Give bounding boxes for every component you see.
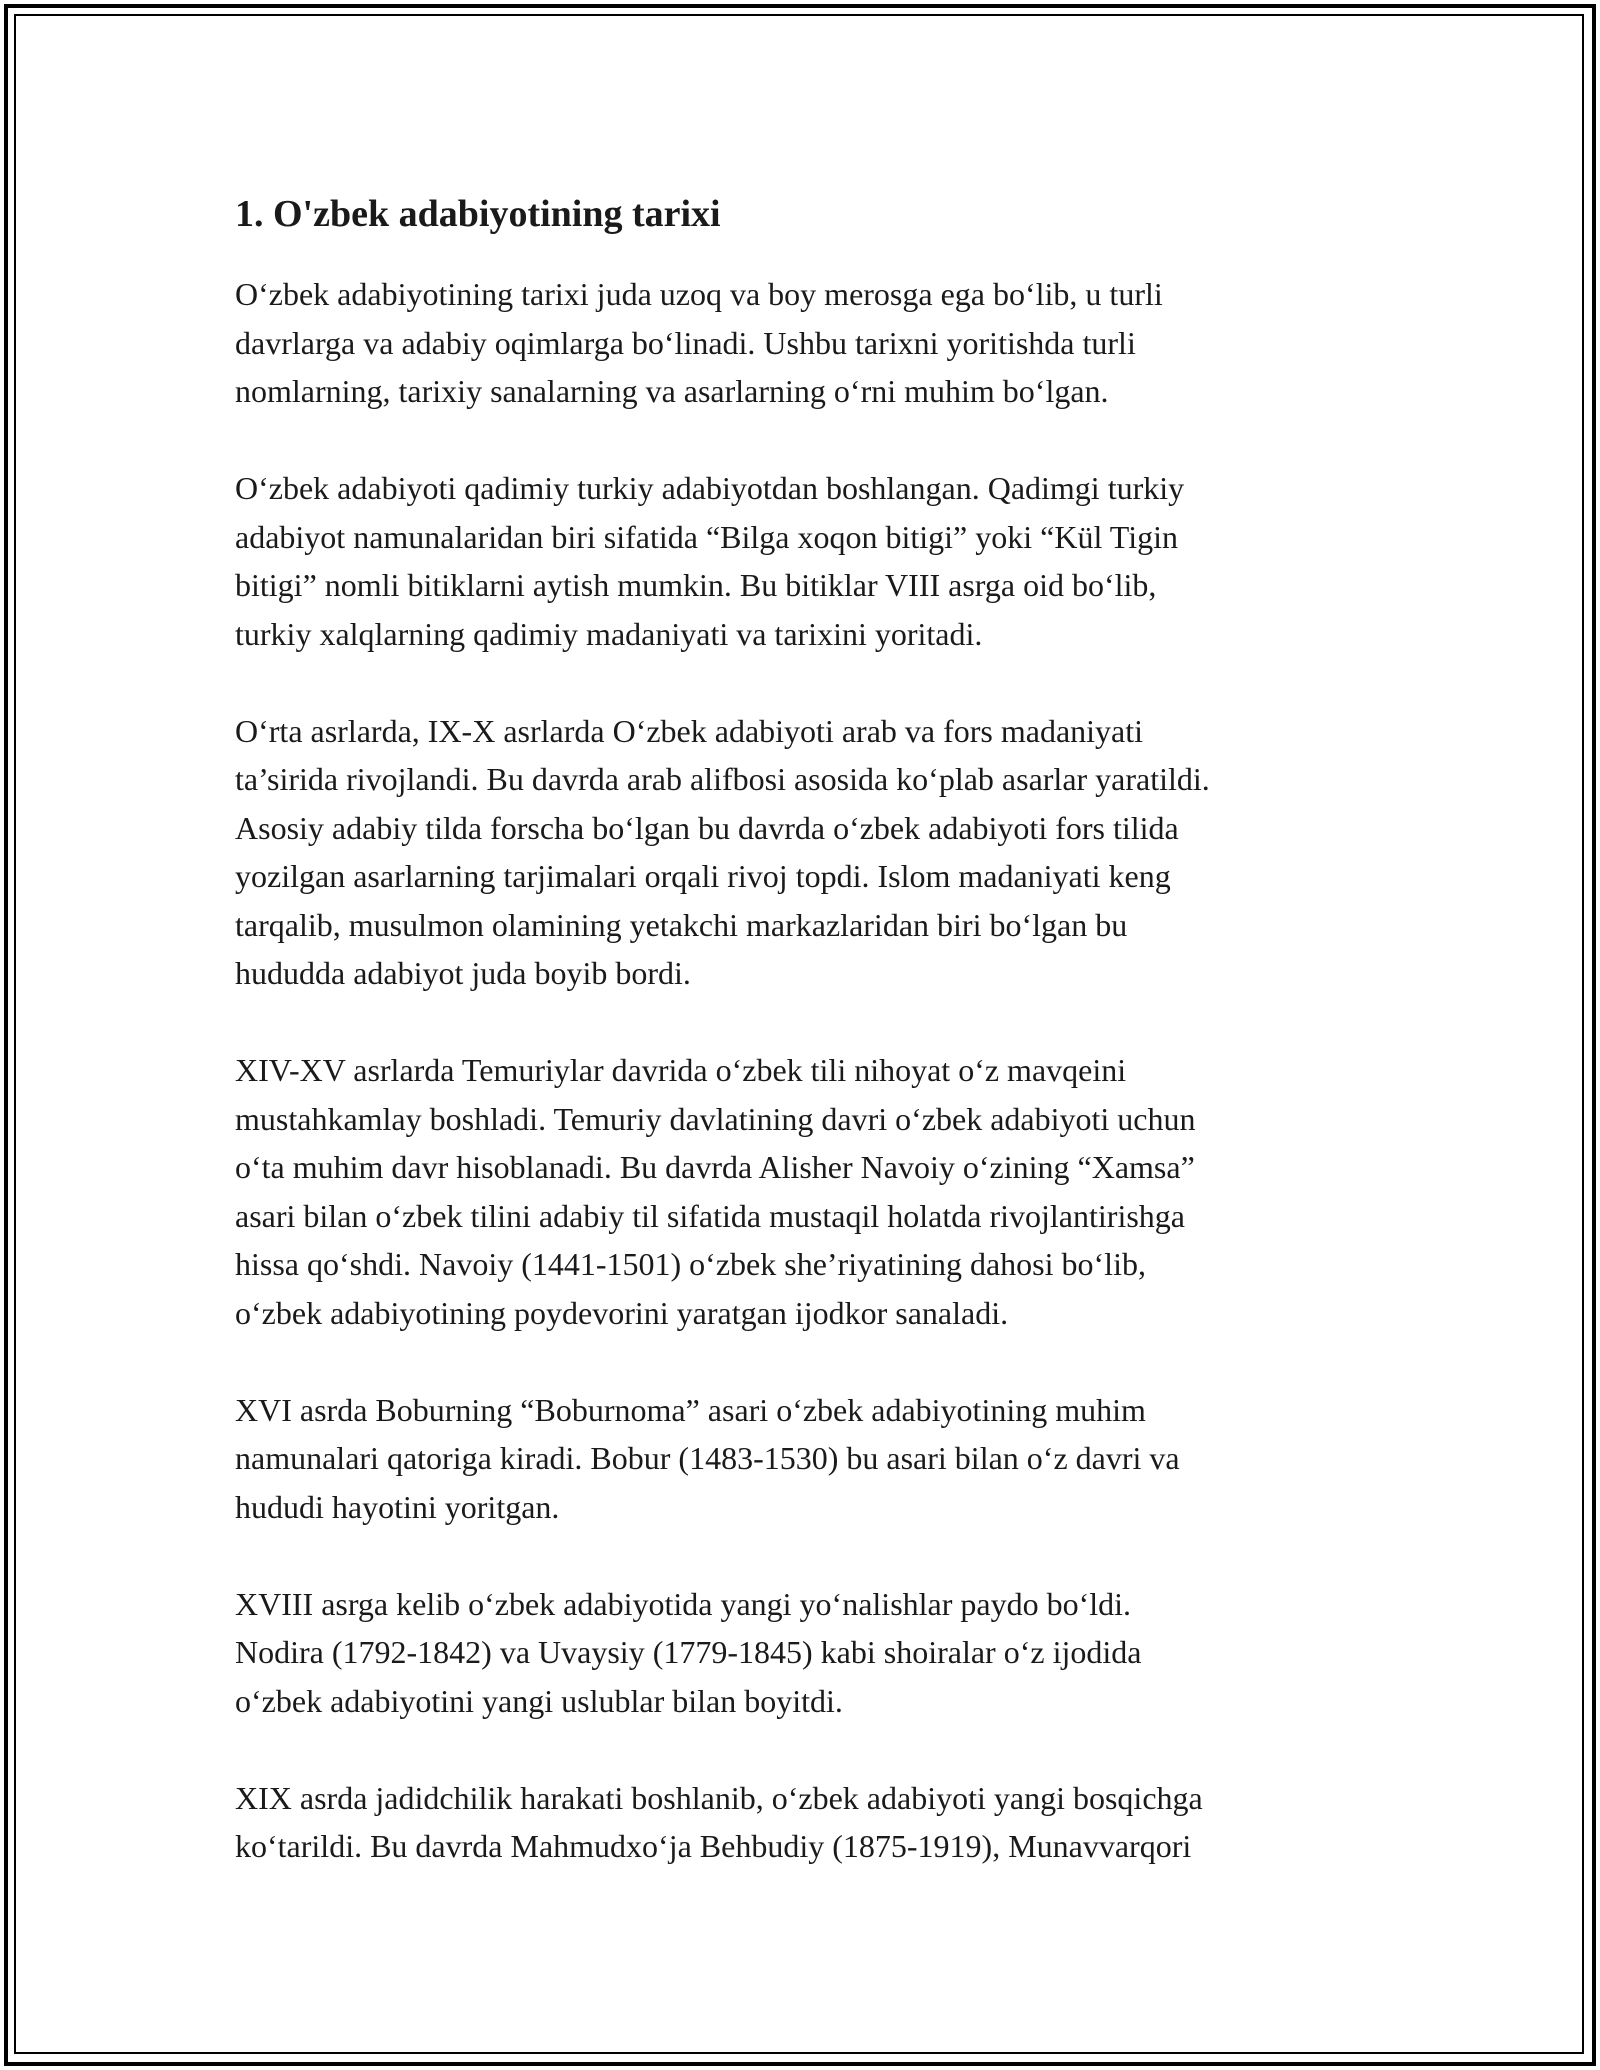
- document-body: [235, 186, 1375, 1919]
- paragraph: [235, 464, 1375, 658]
- paragraph: [235, 1046, 1375, 1337]
- paragraph-line: XVI asrda Boburning “Boburnoma” asari o‘zbek adabiyotining muhim: [235, 1391, 1146, 1428]
- paragraph-line: XIX asrda jadidchilik harakati boshlanib, o‘zbek adabiyoti yangi bosqichga: [235, 1779, 1203, 1816]
- paragraph-line: tarqalib, musulmon olamining yetakchi markazlaridan biri bo‘lgan bu: [235, 906, 1128, 943]
- paragraph-line: hududda adabiyot juda boyib bordi.: [235, 955, 691, 991]
- paragraph-line: yozilgan asarlarning tarjimalari orqali rivoj topdi. Islom madaniyati keng: [235, 858, 1171, 894]
- paragraph: [235, 707, 1375, 998]
- paragraph-line: ta’sirida rivojlandi. Bu davrda arab alifbosi asosida ko‘plab asarlar yaratildi.: [235, 761, 1210, 797]
- paragraph-line: hududi hayotini yoritgan.: [235, 1488, 560, 1525]
- paragraph-line: turkiy xalqlarning qadimiy madaniyati va tarixini yoritadi.: [235, 615, 983, 652]
- document-title: 1. O'zbek adabiyotining tarixi: [235, 193, 721, 235]
- paragraph: [235, 270, 1375, 416]
- paragraph: [235, 1386, 1375, 1532]
- paragraph-line: o‘ta muhim davr hisoblanadi. Bu davrda Alisher Navoiy o‘zining “Xamsa”: [235, 1149, 1195, 1185]
- paragraph-line: O‘zbek adabiyotining tarixi juda uzoq va boy merosga ega bo‘lib, u turli: [235, 276, 1163, 312]
- paragraph-line: bitigi” nomli bitiklarni aytish mumkin. Bu bitiklar VIII asrga oid bo‘lib,: [235, 567, 1157, 603]
- paragraph-line: Asosiy adabiy tilda forscha bo‘lgan bu davrda o‘zbek adabiyoti fors tilida: [235, 809, 1179, 846]
- paragraph-line: nomlarning, tarixiy sanalarning va asarlarning o‘rni muhim bo‘lgan.: [235, 373, 1109, 409]
- paragraph-line: davrlarga va adabiy oqimlarga bo‘linadi. Ushbu tarixni yoritishda turli: [235, 324, 1136, 361]
- paragraph-line: o‘zbek adabiyotining poydevorini yaratgan ijodkor sanaladi.: [235, 1294, 1009, 1331]
- paragraph-line: O‘rta asrlarda, IX-X asrlarda O‘zbek adabiyoti arab va fors madaniyati: [235, 712, 1144, 749]
- paragraph-line: mustahkamlay boshladi. Temuriy davlatining davri o‘zbek adabiyoti uchun: [235, 1100, 1196, 1137]
- paragraph-line: hissa qo‘shdi. Navoiy (1441-1501) o‘zbek she’riyatining dahosi bo‘lib,: [235, 1246, 1146, 1282]
- paragraph-line: XVIII asrga kelib o‘zbek adabiyotida yangi yo‘nalishlar paydo bo‘ldi.: [235, 1585, 1132, 1622]
- paragraph-list: [235, 270, 1375, 1871]
- paragraph-line: adabiyot namunalaridan biri sifatida “Bilga xoqon bitigi” yoki “Kül Tigin: [235, 518, 1178, 555]
- paragraph-line: asari bilan o‘zbek tilini adabiy til sifatida mustaqil holatda rivojlantirishga: [235, 1197, 1185, 1234]
- paragraph-line: XIV-XV asrlarda Temuriylar davrida o‘zbek tili nihoyat o‘z mavqeini: [235, 1052, 1127, 1088]
- paragraph-line: ko‘tarildi. Bu davrda Mahmudxo‘ja Behbudiy (1875-1919), Munavvarqori: [235, 1828, 1192, 1864]
- paragraph-line: O‘zbek adabiyoti qadimiy turkiy adabiyotdan boshlangan. Qadimgi turkiy: [235, 470, 1185, 506]
- paragraph-line: o‘zbek adabiyotini yangi uslublar bilan boyitdi.: [235, 1682, 843, 1719]
- paragraph-line: namunalari qatoriga kiradi. Bobur (1483-1530) bu asari bilan o‘z davri va: [235, 1440, 1180, 1476]
- paragraph: [235, 1774, 1375, 1871]
- paragraph: [235, 1580, 1375, 1726]
- paragraph-line: Nodira (1792-1842) va Uvaysiy (1779-1845) kabi shoiralar o‘z ijodida: [235, 1634, 1142, 1670]
